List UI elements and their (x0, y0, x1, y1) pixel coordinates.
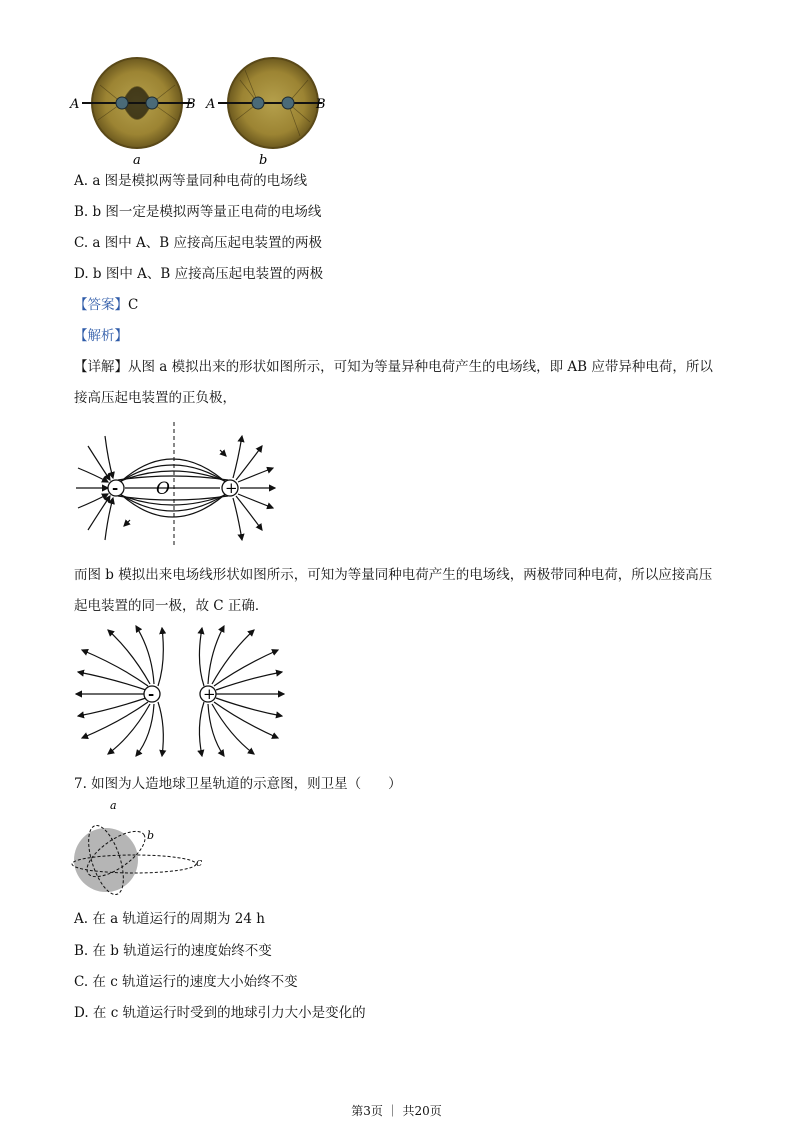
detail-paragraph (74, 352, 724, 414)
like-charges-figure (70, 622, 290, 757)
dish-b-label-b: B (316, 97, 326, 112)
neg-charge-sign: - (112, 479, 119, 497)
opposite-charges-figure (70, 420, 285, 548)
orbit-label-a: a (110, 799, 117, 812)
q7-option-b: B. 在 b 轨道运行的速度始终不变 (74, 943, 272, 959)
center-label-o: O (156, 479, 170, 499)
q7-option-a: A. 在 a 轨道运行的周期为 24 h (74, 911, 265, 927)
like-neg-sign: - (148, 685, 155, 703)
question-7: 7. 如图为人造地球卫星轨道的示意图，则卫星（ ） (74, 776, 402, 792)
q6-option-b: B. b 图一定是模拟两等量正电荷的电场线 (74, 204, 322, 220)
like-pos-sign: + (203, 685, 216, 703)
analysis-label: 【解析】 (74, 328, 128, 344)
dish-a-label-b: B (186, 97, 196, 112)
field-photos-figure (60, 50, 350, 170)
q6-option-c: C. a 图中 A、B 应接高压起电装置的两极 (74, 235, 323, 251)
q7-option-d: D. 在 c 轨道运行时受到的地球引力大小是变化的 (74, 1005, 366, 1021)
orbit-label-b: b (147, 829, 155, 842)
dish-b-photo (218, 58, 322, 148)
q6-option-d: D. b 图中 A、B 应接高压起电装置的两极 (74, 266, 324, 282)
pos-charge-sign: + (225, 479, 238, 497)
detail-label: 【详解】 (74, 359, 128, 375)
q6-option-a: A. a 图是模拟两等量同种电荷的电场线 (74, 173, 308, 189)
dish-a-photo (82, 58, 192, 148)
answer-line (74, 296, 138, 314)
dish-a-label-a: A (70, 97, 80, 112)
caption-a: a (133, 153, 141, 168)
detail-text: 从图 a 模拟出来的形状如图所示，可知为等量异种电荷产生的电场线，即 AB 应带异种电荷，所以接高压起电装置的正负极， (74, 359, 713, 406)
dish-b-label-a: A (206, 97, 216, 112)
orbit-label-c: c (196, 856, 203, 869)
caption-b: b (259, 153, 268, 168)
orbit-figure (66, 798, 216, 898)
answer-value: C (128, 297, 139, 313)
q7-option-c: C. 在 c 轨道运行的速度大小始终不变 (74, 974, 298, 990)
page-footer: 第3页 ｜ 共20页 (351, 1104, 442, 1118)
paragraph-b: 而图 b 模拟出来电场线形状如图所示，可知为等量同种电荷产生的电场线，两极带同种电荷，所以应接高压起电装置的同一极，故 C 正确． (74, 567, 713, 614)
answer-label: 【答案】 (74, 297, 128, 313)
